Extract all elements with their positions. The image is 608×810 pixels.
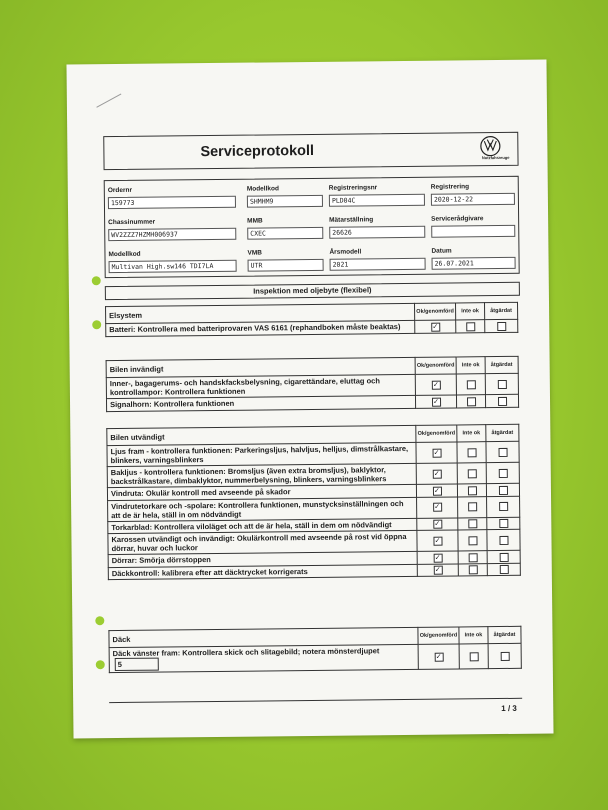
- col-atgardat-header: åtgärdat: [488, 626, 521, 643]
- ok-checkbox[interactable]: [432, 486, 441, 495]
- vw-logo-icon: [479, 135, 501, 157]
- inte-ok-checkbox[interactable]: [466, 380, 475, 389]
- regnr-value: PLD04C: [329, 194, 425, 207]
- mmb-value: CXEC: [247, 227, 323, 240]
- row-text: Torkarblad: Kontrollera viloläget och att de är hela, ställ in dem om nödvändigt: [108, 518, 417, 534]
- inte-ok-checkbox[interactable]: [467, 448, 476, 457]
- atgardat-checkbox[interactable]: [498, 485, 507, 494]
- modellkod1-value: SHMHM9: [247, 195, 323, 208]
- modellkod1-label: Modellkod: [246, 185, 279, 193]
- col-inte-ok-header: Inte ok: [457, 425, 486, 442]
- inte-ok-checkbox[interactable]: [468, 553, 477, 562]
- atgardat-checkbox[interactable]: [497, 396, 506, 405]
- ordernr-value: 159773: [108, 196, 236, 209]
- atgardat-checkbox[interactable]: [500, 652, 509, 661]
- pen-mark: [96, 93, 121, 107]
- punch-hole: [95, 616, 104, 625]
- inte-ok-checkbox[interactable]: [467, 486, 476, 495]
- inte-ok-checkbox[interactable]: [467, 469, 476, 478]
- atgardat-checkbox[interactable]: [498, 448, 507, 457]
- footer-divider: [109, 698, 522, 703]
- inte-ok-checkbox[interactable]: [469, 652, 478, 661]
- atgardat-checkbox[interactable]: [499, 502, 508, 511]
- row-text: Vindrutetorkare och -spolare: Kontrollera funktionen, munstycksinställningen och att de är hela, ställ in om nödvändigt: [108, 497, 417, 521]
- table-row: [109, 643, 521, 672]
- section-title: Däck: [109, 627, 418, 647]
- inte-ok-checkbox[interactable]: [468, 503, 477, 512]
- arsmodell-value: 2021: [330, 258, 426, 271]
- punch-hole: [96, 660, 105, 669]
- datum-value: 26.07.2021: [432, 257, 516, 270]
- inte-ok-checkbox[interactable]: [468, 519, 477, 528]
- section-invandigt: [106, 356, 520, 412]
- ok-checkbox[interactable]: [433, 503, 442, 512]
- ok-checkbox[interactable]: [432, 469, 441, 478]
- inte-ok-checkbox[interactable]: [466, 397, 475, 406]
- ordernr-label: Ordernr: [107, 186, 133, 195]
- section-dack: [108, 626, 521, 673]
- inte-ok-checkbox[interactable]: [468, 536, 477, 545]
- punch-hole: [92, 276, 101, 285]
- col-inte-ok-header: Inte ok: [459, 627, 488, 644]
- arsmodell-label: Årsmodell: [329, 248, 362, 256]
- vmb-value: UTR: [248, 259, 324, 272]
- col-atgardat-header: åtgärdat: [486, 424, 519, 441]
- col-ok-header: Ok/genomförd: [416, 425, 457, 442]
- document-header: [103, 132, 518, 170]
- vehicle-info: [104, 176, 520, 278]
- inte-ok-checkbox[interactable]: [466, 322, 475, 331]
- chassi-value: WV2ZZZ7HZMH006937: [108, 228, 236, 241]
- row-text: Bakljus - kontrollera funktionen: Bromsljus (även extra bromsljus), baklyktor, backstrålkastare, dimbaklyktor, nummerbelysning, blinkers, varningsblinkers: [107, 463, 416, 487]
- section-utvandigt: [106, 424, 521, 580]
- matar-label: Mätarställning: [329, 216, 374, 224]
- mmb-label: MMB: [247, 217, 263, 225]
- row-text: Däckkontroll: kalibrera efter att däcktrycket korrigerats: [108, 564, 417, 580]
- row-text: Vindruta: Okulär kontroll med avseende på skador: [107, 484, 416, 500]
- ok-checkbox[interactable]: [431, 380, 440, 389]
- radgivare-value: [431, 225, 515, 238]
- registrering-value: 2020-12-22: [431, 193, 515, 206]
- row-text: Signalhorn: Kontrollera funktionen: [106, 395, 415, 411]
- ok-checkbox[interactable]: [432, 448, 441, 457]
- col-inte-ok-header: Inte ok: [456, 303, 485, 320]
- ok-checkbox[interactable]: [433, 566, 442, 575]
- inte-ok-checkbox[interactable]: [468, 565, 477, 574]
- ok-checkbox[interactable]: [433, 553, 442, 562]
- document-title: Serviceprotokoll: [200, 142, 315, 161]
- atgardat-checkbox[interactable]: [499, 519, 508, 528]
- row-text: Batteri: Kontrollera med batteriprovaren VAS 6161 (rephandboken måste beaktas): [106, 320, 415, 336]
- radgivare-label: Servicerådgivare: [431, 215, 484, 223]
- inspection-title: Inspektion med oljebyte (flexibel): [105, 282, 520, 300]
- row-text-label: Däck vänster fram: Kontrollera skick och slitagebild; notera mönsterdjupet: [112, 646, 380, 659]
- atgardat-checkbox[interactable]: [499, 552, 508, 561]
- col-atgardat-header: åtgärdat: [485, 356, 518, 373]
- modellkod2-label: Modellkod: [108, 250, 141, 259]
- tread-depth-field[interactable]: 5: [115, 658, 159, 671]
- page-number: 1 / 3: [501, 703, 517, 714]
- atgardat-checkbox[interactable]: [498, 469, 507, 478]
- section-elsystem: [105, 302, 518, 337]
- registrering-label: Registrering: [430, 183, 470, 191]
- row-text: Ljus fram - kontrollera funktionen: Parkeringsljus, halvljus, helljus, dimstrålkastare, blinkers, varningsblinkers: [107, 442, 416, 466]
- row-text: Dörrar: Smörja dörrstoppen: [108, 551, 417, 567]
- row-text: Inner-, bagagerums- och handskfacksbelysning, cigarettändare, eluttag och kontrollampor: Kontrollera funktionen: [106, 374, 415, 398]
- section-title: Elsystem: [106, 303, 415, 323]
- col-inte-ok-header: Inte ok: [456, 357, 485, 374]
- atgardat-checkbox[interactable]: [497, 321, 506, 330]
- regnr-label: Registreringsnr: [328, 184, 378, 192]
- chassi-label: Chassinummer: [108, 218, 156, 227]
- vmb-label: VMB: [247, 249, 262, 257]
- service-document: [66, 60, 553, 739]
- section-title: Bilen utvändigt: [107, 425, 416, 445]
- ok-checkbox[interactable]: [431, 322, 440, 331]
- atgardat-checkbox[interactable]: [499, 565, 508, 574]
- row-text: [109, 644, 418, 672]
- atgardat-checkbox[interactable]: [497, 380, 506, 389]
- section-title: Bilen invändigt: [106, 357, 415, 377]
- ok-checkbox[interactable]: [434, 652, 443, 661]
- col-atgardat-header: åtgärdat: [485, 302, 518, 319]
- ok-checkbox[interactable]: [433, 536, 442, 545]
- ok-checkbox[interactable]: [433, 520, 442, 529]
- datum-label: Datum: [431, 247, 452, 255]
- modellkod2-value: Multivan High.sw146 TDI7LA: [109, 260, 237, 273]
- brand-subtitle: Nutzfahrzeuge: [481, 154, 510, 161]
- col-ok-header: Ok/genomförd: [418, 627, 459, 644]
- punch-hole: [92, 320, 101, 329]
- ok-checkbox[interactable]: [431, 397, 440, 406]
- atgardat-checkbox[interactable]: [499, 536, 508, 545]
- col-ok-header: Ok/genomförd: [415, 303, 456, 320]
- col-ok-header: Ok/genomförd: [415, 357, 456, 374]
- matar-value: 26626: [329, 226, 425, 239]
- row-text: Karossen utvändigt och invändigt: Okulärkontroll med avseende på rost vid öppna dörrar, huvar och luckor: [108, 530, 417, 554]
